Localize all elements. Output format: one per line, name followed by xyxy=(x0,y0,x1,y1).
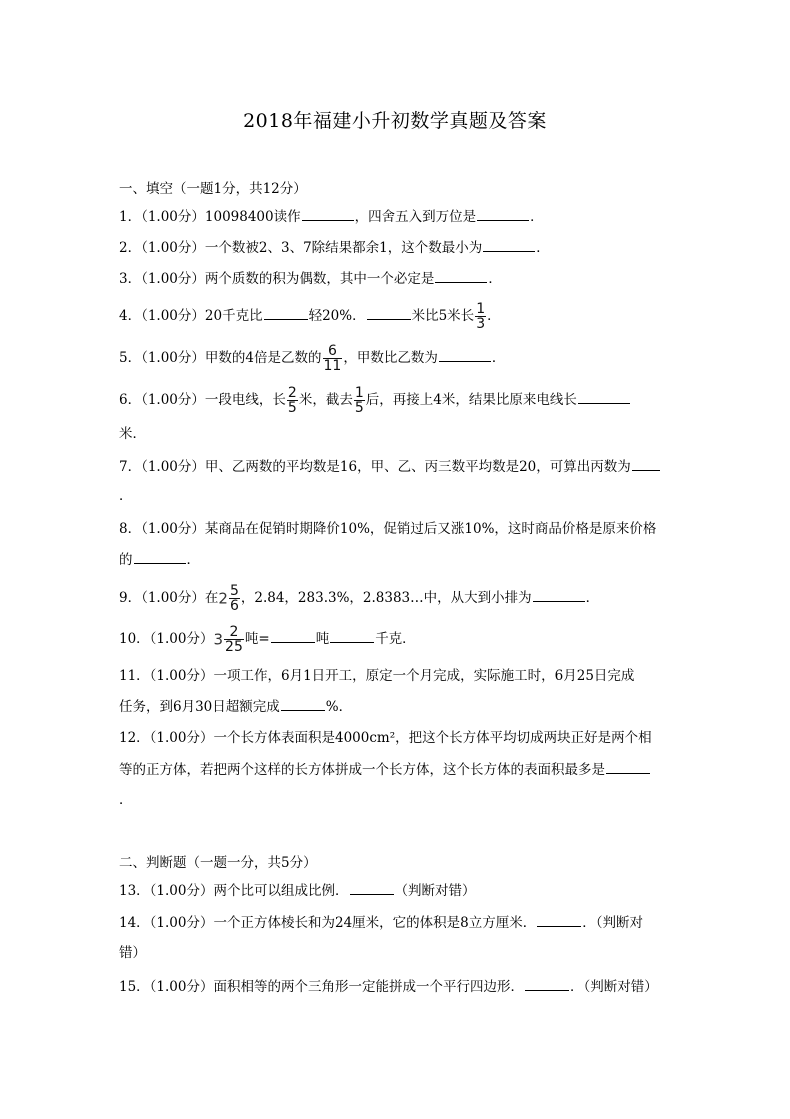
answer-blank xyxy=(330,628,374,643)
question-7-continued: ． xyxy=(119,488,133,504)
question-text: 9．（1.00分）在 xyxy=(119,590,219,606)
question-6 xyxy=(119,386,631,415)
question-text: 6．（1.00分）一段电线，长 xyxy=(119,392,286,408)
question-text: 2．（1.00分）一个数被2、3、7除结果都余1，这个数最小为 xyxy=(119,240,483,256)
question-text: 14．（1.00分）一个正方体棱长和为24厘米，它的体积是8立方厘米． xyxy=(119,915,537,931)
question-text: ．（判断对 xyxy=(582,915,644,931)
fraction-numerator: 6 xyxy=(323,344,343,359)
question-text: ，甲数比乙数为 xyxy=(343,350,438,366)
answer-blank xyxy=(435,268,487,283)
mixed-number-whole: 2 xyxy=(218,589,228,608)
answer-blank xyxy=(350,880,394,895)
question-text: 10．（1.00分） xyxy=(119,631,214,647)
question-text: ． xyxy=(536,240,550,256)
question-14 xyxy=(119,912,643,933)
question-text: 吨= xyxy=(244,631,270,647)
answer-blank xyxy=(439,347,491,362)
question-12 xyxy=(119,728,652,748)
question-text: 5．（1.00分）甲数的4倍是乙数的 xyxy=(119,350,322,366)
fraction-numerator: 2 xyxy=(287,385,297,401)
answer-blank xyxy=(264,305,308,320)
fraction-denominator: 5 xyxy=(287,400,297,416)
fraction xyxy=(224,625,244,654)
answer-blank xyxy=(477,206,529,221)
question-text: 千克． xyxy=(375,631,416,647)
answer-blank xyxy=(533,587,585,602)
question-text: 任务，到6月30日超额完成 xyxy=(119,699,280,715)
question-8 xyxy=(119,519,656,539)
answer-blank xyxy=(606,759,650,774)
question-6-continued: 米． xyxy=(119,426,146,442)
answer-blank xyxy=(134,549,186,564)
fraction-numerator: 1 xyxy=(476,301,486,317)
question-text: 7．（1.00分）甲、乙两数的平均数是16，甲、乙、丙三数平均数是20，可算出丙数为 xyxy=(119,459,631,475)
question-text: ． xyxy=(488,271,502,287)
question-text: ，四舍五入到万位是 xyxy=(354,209,477,225)
answer-blank xyxy=(367,305,411,320)
fraction-denominator: 25 xyxy=(225,639,243,655)
answer-blank xyxy=(271,628,315,643)
fraction-denominator: 6 xyxy=(229,598,239,614)
fraction-denominator: 11 xyxy=(323,358,342,374)
question-text: 12．（1.00分）一个长方体表面积是4000cm²，把这个长方体平均切成两块正好是两个相 xyxy=(119,730,652,746)
answer-blank xyxy=(537,912,581,927)
question-10 xyxy=(119,625,416,654)
question-3 xyxy=(119,268,502,289)
question-text: 3．（1.00分）两个质数的积为偶数，其中一个必定是 xyxy=(119,271,435,287)
fraction xyxy=(323,344,343,373)
question-text: ．（判断对错） xyxy=(570,979,658,995)
question-15 xyxy=(119,976,658,997)
question-5 xyxy=(119,344,505,373)
question-text: 13．（1.00分）两个比可以组成比例． xyxy=(119,883,349,899)
question-text: 8．（1.00分）某商品在促销时期降价10%，促销过后又涨10%，这时商品价格是原来价格 xyxy=(119,521,657,537)
page-title: 2018年福建小升初数学真题及答案 xyxy=(243,110,547,132)
question-text: 等的正方体，若把两个这样的长方体拼成一个长方体，这个长方体的表面积最多是 xyxy=(119,762,605,778)
question-9 xyxy=(119,584,599,613)
question-14-continued: 错） xyxy=(119,945,146,961)
fraction-numerator: 2 xyxy=(224,625,244,640)
fraction-denominator: 5 xyxy=(354,400,364,416)
fraction xyxy=(354,386,365,415)
answer-blank xyxy=(281,696,325,711)
answer-blank xyxy=(632,456,660,471)
question-4 xyxy=(119,302,501,331)
answer-blank xyxy=(302,206,354,221)
answer-blank xyxy=(578,389,630,404)
fraction xyxy=(287,386,298,415)
question-13 xyxy=(119,880,476,901)
question-7 xyxy=(119,456,661,477)
mixed-number-whole: 3 xyxy=(213,630,224,649)
question-text: ，2.84，283.3%，2.8383…中，从大到小排为 xyxy=(240,590,532,606)
fraction xyxy=(229,584,240,613)
question-12-continued-2: ． xyxy=(119,792,133,808)
question-text: 1．（1.00分）10098400读作 xyxy=(119,209,301,225)
question-text: ． xyxy=(585,590,600,606)
fraction-numerator: 5 xyxy=(229,583,239,599)
section-heading-fill-in: 一、填空（一题1分，共12分） xyxy=(119,181,307,197)
question-11 xyxy=(119,666,634,686)
question-text: ． xyxy=(186,552,200,568)
question-text: 4．（1.00分）20千克比 xyxy=(119,308,263,324)
question-text: 轻20%． xyxy=(308,308,366,324)
question-11-continued xyxy=(119,696,352,717)
question-text: 吨 xyxy=(315,631,330,647)
question-text: 后，再接上4米，结果比原来电线长 xyxy=(365,392,577,408)
section-heading-true-false: 二、判断题（一题一分，共5分） xyxy=(119,855,317,871)
fraction xyxy=(475,302,486,331)
question-text: ． xyxy=(491,350,506,366)
question-text: 米比5米长 xyxy=(411,308,475,324)
question-text: 11．（1.00分）一项工作，6月1日开工，原定一个月完成，实际施工时，6月25日完成 xyxy=(119,668,635,684)
question-text: （判断对错） xyxy=(394,883,476,899)
answer-blank xyxy=(525,976,569,991)
question-text: ． xyxy=(487,308,501,324)
question-1 xyxy=(119,206,544,227)
question-2 xyxy=(119,237,550,258)
question-8-continued xyxy=(119,549,200,570)
question-text: 米，截去 xyxy=(298,392,353,408)
question-12-continued xyxy=(119,759,651,780)
answer-blank xyxy=(483,237,535,252)
question-text: %． xyxy=(325,699,353,715)
fraction-denominator: 3 xyxy=(476,316,486,332)
question-text: ． xyxy=(530,209,544,225)
fraction-numerator: 1 xyxy=(354,385,364,401)
question-text: 的 xyxy=(119,552,133,568)
question-text: 15．（1.00分）面积相等的两个三角形一定能拼成一个平行四边形． xyxy=(119,979,524,995)
